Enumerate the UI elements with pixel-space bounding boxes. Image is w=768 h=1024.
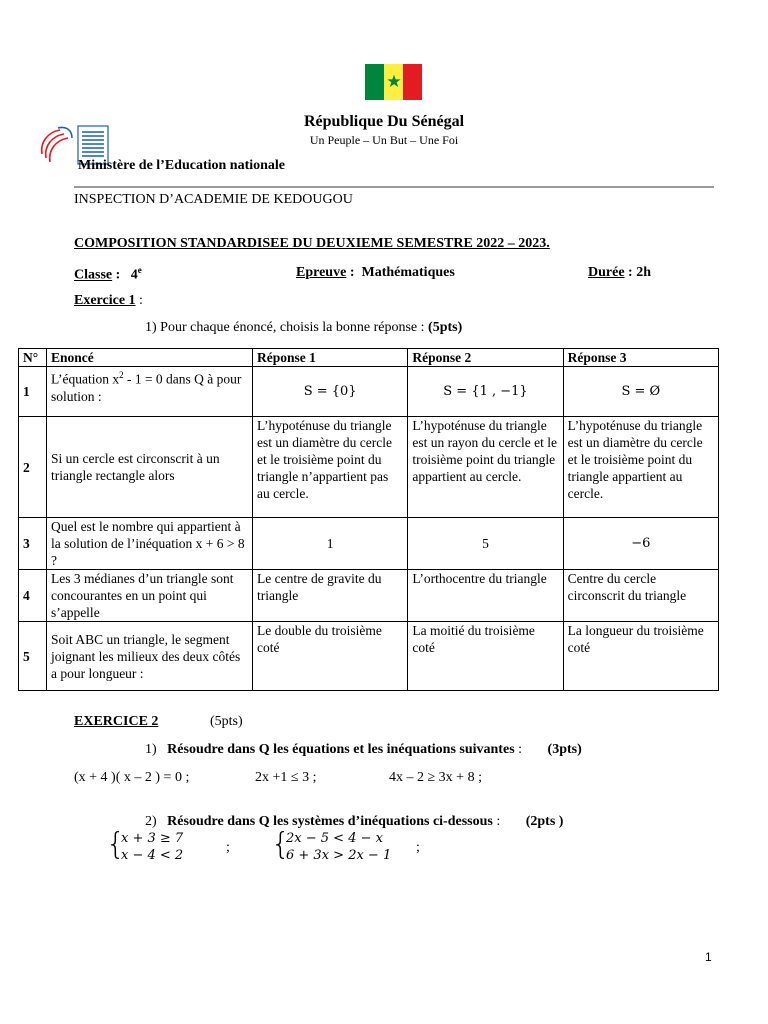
row-enonce: Soit ABC un triangle, le segment joignant les milieux des deux côtés a pour longueur : <box>46 622 252 691</box>
classe-value: 4 <box>130 267 138 283</box>
q1-points: (3pts) <box>547 742 582 757</box>
qcm-table <box>18 348 719 691</box>
system-1-line-2: x − 4 < 2 <box>121 848 184 863</box>
q1-text: Résoudre dans Q les équations et les inéquations suivantes <box>167 742 515 757</box>
header-reponse3: Réponse 3 <box>563 349 718 367</box>
row-reponse3: La longueur du troisième coté <box>563 622 718 691</box>
system-separator-2: ; <box>416 840 420 855</box>
exercice2-question1: 1) Résoudre dans Q les équations et les inéquations suivantes : (3pts) <box>145 742 582 757</box>
table-row <box>19 367 719 417</box>
exercice1-points: (5pts) <box>428 320 463 335</box>
epreuve-value: Mathématiques <box>361 265 455 280</box>
row-num: 2 <box>19 417 47 518</box>
row-enonce: Quel est le nombre qui appartient à la solution de l’inéquation x + 6 > 8 ? <box>46 518 252 570</box>
row-reponse1: S = {0} <box>253 367 408 417</box>
row-enonce: L’équation $x^2 - 1 = 0$ dans Q à pour solution : <box>46 367 252 417</box>
row-reponse3: S = Ø <box>563 367 718 417</box>
row-reponse2: L’orthocentre du triangle <box>408 570 563 622</box>
classe-label: Classe <box>74 267 113 283</box>
epreuve-info: Epreuve : Mathématiques <box>296 265 455 280</box>
row-reponse3: Centre du cercle circonscrit du triangle <box>563 570 718 622</box>
table-row <box>19 518 719 570</box>
exercice2-title: EXERCICE 2 <box>74 714 159 729</box>
row-num: 4 <box>19 570 47 622</box>
row-reponse3: L’hypoténuse du triangle est un diamètre du cercle et le troisième point du triangle appartient au cercle. <box>563 417 718 518</box>
header-reponse1: Réponse 1 <box>253 349 408 367</box>
brace-icon: { <box>106 827 126 862</box>
q2-num: 2) <box>145 814 157 829</box>
duree-info: Durée : 2h <box>588 265 652 280</box>
classe-info: Classe : 4e <box>74 265 142 283</box>
row-enonce: Si un cercle est circonscrit à un triangle rectangle alors <box>46 417 252 518</box>
duree-value: 2h <box>636 265 652 280</box>
exercice2-question2: 2) Résoudre dans Q les systèmes d’inéquations ci-dessous : (2pts ) <box>145 814 564 829</box>
row-reponse2: S = {1 , −1} <box>408 367 563 417</box>
equation-1: (x + 4 )( x – 2 ) = 0 ; <box>74 770 190 785</box>
row-reponse1: 1 <box>253 518 408 570</box>
national-motto: Un Peuple – Un But – Une Foi <box>309 133 459 147</box>
system-separator-1: ; <box>226 840 230 855</box>
system-1-line-1: x + 3 ≥ 7 <box>121 831 184 846</box>
duree-label: Durée <box>588 265 625 280</box>
q2-points: (2pts ) <box>525 814 564 829</box>
q1-num: 1) <box>145 742 157 757</box>
row-reponse2: La moitié du troisième coté <box>408 622 563 691</box>
exercice1-instruction <box>145 320 462 336</box>
senegal-flag <box>365 64 422 100</box>
republic-title: République Du Sénégal <box>303 113 465 130</box>
header-num: N° <box>19 349 47 367</box>
row-num: 1 <box>19 367 47 417</box>
exercice1-title: Exercice 1 <box>74 293 136 308</box>
star-icon <box>387 74 401 88</box>
table-header-row <box>19 349 719 367</box>
flag-band-red <box>403 64 422 100</box>
table-row <box>19 622 719 691</box>
composition-title: COMPOSITION STANDARDISEE DU DEUXIEME SEMESTRE 2022 – 2023. <box>74 236 550 251</box>
row-num: 5 <box>19 622 47 691</box>
header-reponse2: Réponse 2 <box>408 349 563 367</box>
row-reponse2: L’hypoténuse du triangle est un rayon du cercle et le troisième point du triangle appartient au cercle. <box>408 417 563 518</box>
flag-band-green <box>365 64 384 100</box>
page-number: 1 <box>705 950 712 964</box>
table-row <box>19 570 719 622</box>
header-enonce: Enoncé <box>46 349 252 367</box>
classe-sup: e <box>137 265 142 275</box>
equation-3: 4x – 2 ≥ 3x + 8 ; <box>389 770 482 785</box>
row-reponse3: −6 <box>563 518 718 570</box>
exercice1-instruction-text: 1) Pour chaque énoncé, choisis la bonne réponse : <box>145 320 429 335</box>
exercice1-heading: Exercice 1 : <box>74 293 143 308</box>
inspection-name: INSPECTION D’ACADEMIE DE KEDOUGOU <box>74 192 353 207</box>
system-2-line-2: 6 + 3x > 2x − 1 <box>286 848 392 863</box>
epreuve-label: Epreuve <box>296 265 347 280</box>
system-2 <box>286 830 391 864</box>
exercice2-points: (5pts) <box>210 714 243 729</box>
row-reponse1: L’hypoténuse du triangle est un diamètre du cercle et le troisième point du triangle n’appartient pas au cercle. <box>253 417 408 518</box>
header-divider <box>74 186 714 188</box>
table-row <box>19 417 719 518</box>
row-num: 3 <box>19 518 47 570</box>
brace-icon: { <box>271 827 291 862</box>
ministry-name: Ministère de l’Education nationale <box>78 158 286 173</box>
row-reponse1: Le centre de gravite du triangle <box>253 570 408 622</box>
row-reponse1: Le double du troisième coté <box>253 622 408 691</box>
row-enonce: Les 3 médianes d’un triangle sont concourantes en un point qui s’appelle <box>46 570 252 622</box>
row-reponse2: 5 <box>408 518 563 570</box>
equation-2: 2x +1 ≤ 3 ; <box>255 770 317 785</box>
system-1 <box>121 830 183 864</box>
system-2-line-1: 2x − 5 < 4 − x <box>286 831 383 846</box>
q2-text: Résoudre dans Q les systèmes d’inéquations ci-dessous <box>167 814 493 829</box>
